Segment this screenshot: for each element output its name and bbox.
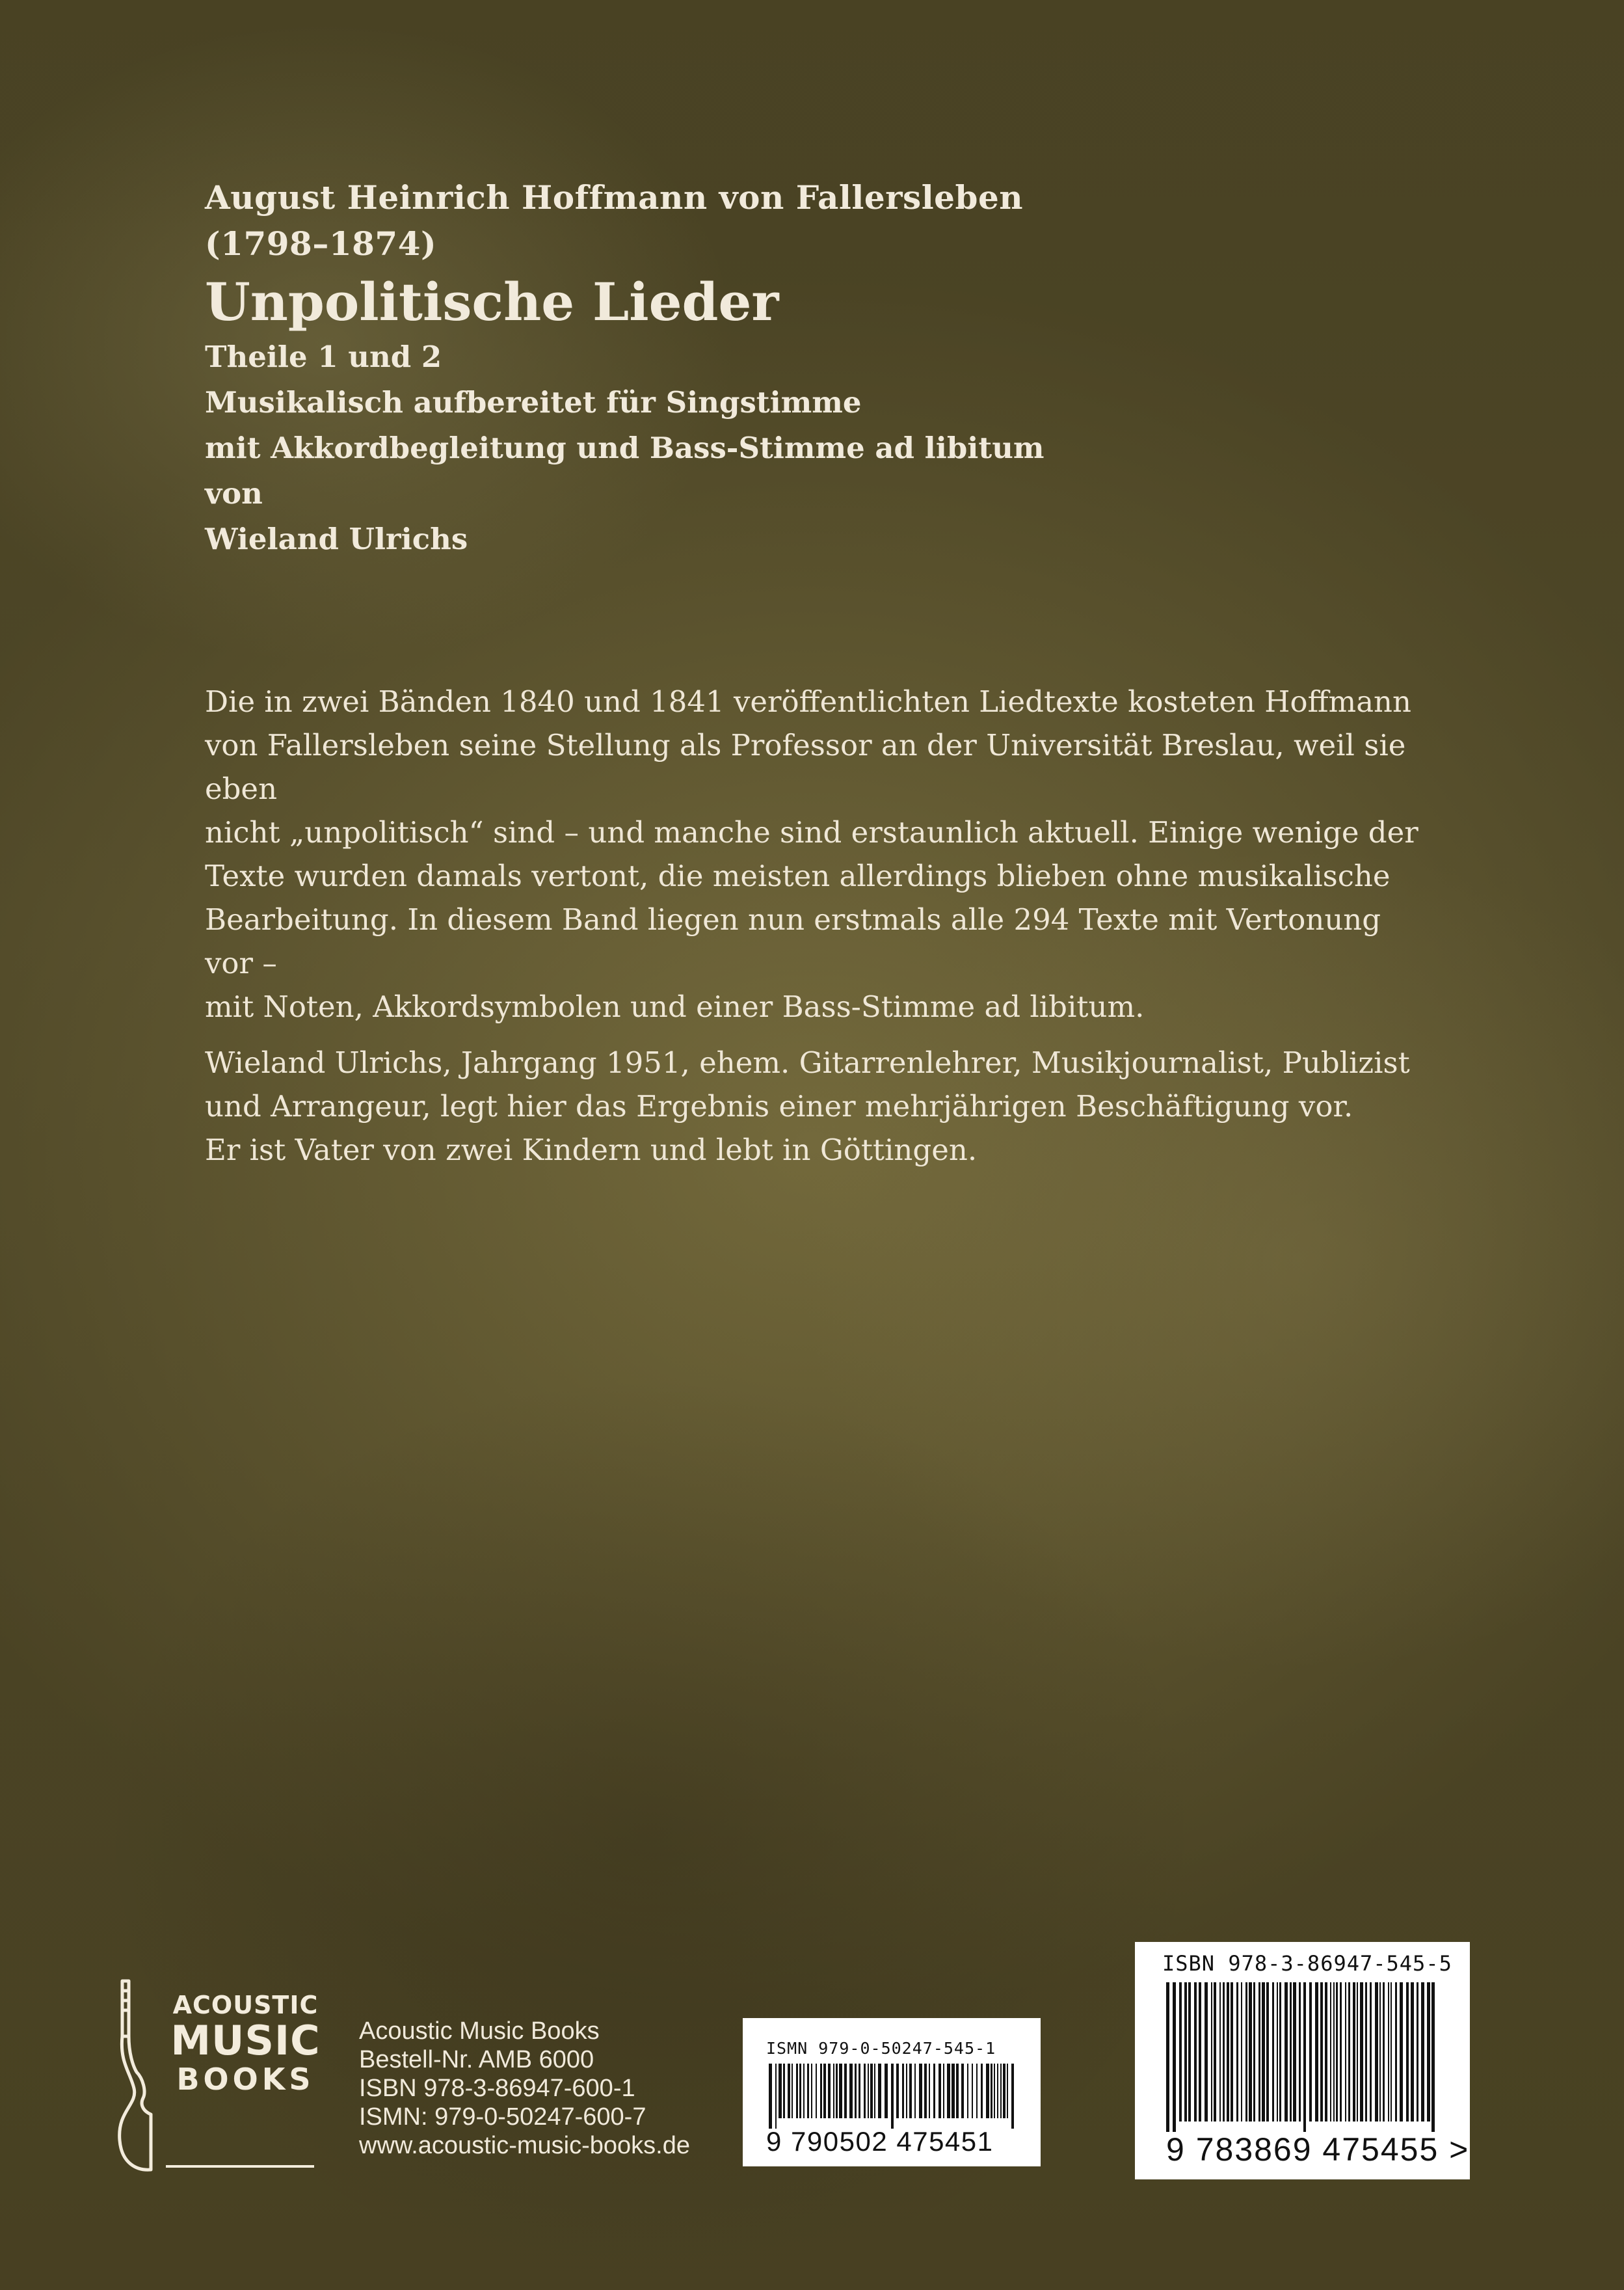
barcode-bar — [1184, 1982, 1187, 2122]
barcode-bar — [1395, 1982, 1397, 2122]
barcode-bar — [938, 2064, 941, 2118]
barcode-bar — [779, 2064, 782, 2118]
barcode-bar — [864, 2064, 866, 2118]
order-number: Bestell-Nr. AMB 6000 — [359, 2046, 594, 2073]
barcode-bar — [1365, 1982, 1367, 2122]
text-line: nicht „unpolitisch“ sind – und manche sind erstaunlich aktuell. Einige wenige der — [205, 815, 1418, 850]
barcode-bar — [1383, 1982, 1385, 2122]
text-line: Bearbeitung. In diesem Band liegen nun erstmals alle 294 Texte mit Vertonung vor – — [205, 902, 1381, 980]
barcode-bar — [986, 2064, 989, 2118]
barcode-bar — [1266, 1982, 1269, 2122]
publisher-info — [359, 2017, 690, 2160]
ismn-barcode — [743, 2018, 1041, 2166]
text-line: Die in zwei Bänden 1840 und 1841 veröffentlichten Liedtexte kosteten Hoffmann — [205, 684, 1412, 719]
author-name: August Heinrich Hoffmann von Fallersleben — [205, 178, 1024, 217]
barcode-bar — [1223, 1982, 1225, 2122]
barcode-bar — [1353, 1982, 1355, 2122]
barcode-bar — [1214, 1982, 1216, 2122]
barcode-bar — [823, 2064, 826, 2118]
barcode-bar — [933, 2064, 935, 2118]
barcode-bar — [1188, 1982, 1191, 2122]
barcode-bar — [1299, 1982, 1301, 2122]
subtitle-line: Musikalisch aufbereitet für Singstimme — [205, 385, 862, 420]
barcode-bar — [1179, 1982, 1182, 2122]
barcode-bar — [967, 2064, 968, 2118]
barcode-label: ISBN 978-3-86947-545-5 — [1162, 1951, 1452, 1976]
arranger-name: Wieland Ulrichs — [205, 522, 468, 556]
barcode-bar — [1241, 1982, 1242, 2122]
barcode-bar — [783, 2064, 785, 2118]
text-line: Wieland Ulrichs, Jahrgang 1951, ehem. Gitarrenlehrer, Musikjournalist, Publizist — [205, 1045, 1410, 1080]
barcode-bar — [1375, 1982, 1378, 2122]
barcode-bar — [1431, 1982, 1435, 2132]
subtitle-line: Theile 1 und 2 — [205, 340, 442, 374]
barcode-bar — [839, 2064, 842, 2118]
barcode-bar — [1279, 1982, 1281, 2122]
barcode-bar — [1293, 1982, 1296, 2122]
barcode-bar — [981, 2064, 983, 2118]
barcode-digits: 9 783869 475455 > — [1166, 2131, 1470, 2168]
publisher-website: www.acoustic-music-books.de — [359, 2132, 690, 2159]
barcode-bar — [1411, 1982, 1414, 2122]
barcode-bar — [1379, 1982, 1381, 2122]
barcode-bar — [1400, 1982, 1403, 2122]
barcode-bar — [1219, 1982, 1221, 2122]
barcode-bar — [1320, 1982, 1323, 2122]
barcode-bar — [796, 2064, 798, 2118]
barcode-bar — [1360, 1982, 1363, 2122]
subtitle-line: von — [205, 476, 263, 511]
text-line: Texte wurden damals vertont, die meisten allerdings blieben ohne musikalische — [205, 859, 1391, 893]
barcode-bar — [929, 2064, 930, 2118]
barcode-bar — [1236, 1982, 1238, 2122]
barcode-bar — [1391, 1982, 1392, 2122]
barcode-bar — [991, 2064, 992, 2118]
barcode-bar — [891, 2064, 894, 2129]
barcode-bar — [868, 2064, 869, 2118]
barcode-bar — [924, 2064, 927, 2118]
barcode-bar — [896, 2064, 899, 2118]
barcode-bar — [956, 2064, 959, 2118]
barcode-bar — [1340, 1982, 1342, 2122]
barcode-bar — [1290, 1982, 1292, 2122]
barcode-bar — [1011, 2064, 1014, 2129]
barcode-bar — [836, 2064, 838, 2118]
barcode-bar — [1253, 1982, 1255, 2122]
barcode-bar — [943, 2064, 944, 2118]
barcode-bar — [775, 2064, 777, 2129]
barcode-bar — [1199, 1982, 1201, 2122]
barcode-bar — [919, 2064, 922, 2118]
barcode-bar — [828, 2064, 831, 2118]
barcode-bar — [833, 2064, 834, 2118]
barcode-bar — [885, 2064, 888, 2118]
barcode-bar — [803, 2064, 805, 2118]
barcode-bar — [952, 2064, 955, 2118]
barcode-bar — [972, 2064, 973, 2118]
barcode-bar — [1406, 1982, 1409, 2122]
barcode-bar — [902, 2064, 904, 2118]
text-line: mit Noten, Akkordsymbolen und einer Bass-Stimme ad libitum. — [205, 990, 1145, 1024]
barcode-bar — [1330, 1982, 1331, 2122]
barcode-bar — [997, 2064, 998, 2118]
barcode-bar — [1194, 1982, 1197, 2122]
barcode-bar — [1325, 1982, 1327, 2122]
text-line: Er ist Vater von zwei Kindern und lebt in Göttingen. — [205, 1133, 978, 1167]
barcode-bar — [909, 2064, 912, 2118]
publisher-logo — [166, 1991, 325, 2096]
barcode-bars — [1166, 1982, 1439, 2138]
barcode-bar — [914, 2064, 916, 2118]
barcode-bar — [1421, 1982, 1424, 2122]
barcode-bar — [816, 2064, 817, 2118]
logo-word: ACOUSTIC — [172, 1991, 319, 2019]
ismn-number: ISMN: 979-0-50247-600-7 — [359, 2103, 646, 2131]
text-line: und Arrangeur, legt hier das Ergebnis einer mehrjährigen Beschäftigung vor. — [205, 1089, 1353, 1124]
barcode-bar — [1227, 1982, 1229, 2122]
barcode-digits: 9 790502 475451 — [766, 2126, 994, 2157]
barcode-bar — [994, 2064, 995, 2118]
barcode-bar — [1370, 1982, 1372, 2122]
barcode-bar — [1211, 1982, 1212, 2122]
barcode-bar — [906, 2064, 907, 2118]
barcode-bar — [1309, 1982, 1312, 2122]
barcode-bar — [1277, 1982, 1278, 2122]
logo-word: BOOKS — [176, 2062, 315, 2097]
book-title: Unpolitische Lieder — [205, 271, 779, 332]
subtitle-line: mit Akkordbegleitung und Bass-Stimme ad libitum — [205, 431, 1045, 465]
barcode-bar — [1388, 1982, 1389, 2122]
barcode-bar — [849, 2064, 853, 2118]
barcode-bar — [792, 2064, 793, 2118]
barcode-bar — [1231, 1982, 1233, 2122]
barcode-bar — [870, 2064, 873, 2118]
barcode-bar — [788, 2064, 790, 2118]
logo-word: MUSIC — [170, 2017, 321, 2064]
barcode-bar — [1272, 1982, 1274, 2122]
barcode-bar — [1249, 1982, 1252, 2122]
barcode-bar — [1262, 1982, 1265, 2122]
barcode-label: ISMN 979-0-50247-545-1 — [766, 2039, 996, 2058]
barcode-bar — [811, 2064, 812, 2118]
barcode-bar — [1336, 1982, 1338, 2122]
author-bio-paragraph — [205, 1041, 1428, 1172]
barcode-bar — [1166, 1982, 1169, 2132]
text-line: von Fallersleben seine Stellung als Professor an der Universität Breslau, weil sie eben — [205, 728, 1406, 806]
barcode-bar — [874, 2064, 875, 2118]
isbn-number: ISBN 978-3-86947-600-1 — [359, 2075, 635, 2102]
logo-rule — [166, 2165, 314, 2168]
barcode-bar — [1315, 1982, 1318, 2122]
barcode-bar — [855, 2064, 857, 2118]
author-dates: (1798–1874) — [205, 224, 437, 263]
barcode-bar — [1245, 1982, 1247, 2122]
publisher-name: Acoustic Music Books — [359, 2017, 600, 2045]
barcode-bar — [820, 2064, 822, 2118]
barcode-bar — [1427, 1982, 1430, 2122]
barcode-bar — [976, 2064, 978, 2118]
barcode-bar — [844, 2064, 847, 2118]
barcode-bar — [878, 2064, 881, 2118]
barcode-bar — [799, 2064, 801, 2118]
isbn-barcode — [1135, 1942, 1470, 2179]
barcode-bar — [1357, 1982, 1358, 2122]
barcode-bar — [1285, 1982, 1288, 2122]
barcode-bar — [1303, 1982, 1306, 2132]
barcode-bar — [961, 2064, 964, 2118]
barcode-bar — [1345, 1982, 1346, 2122]
title-block — [205, 174, 1441, 562]
barcode-bar — [859, 2064, 860, 2118]
barcode-bar — [947, 2064, 950, 2118]
barcode-bars — [769, 2064, 1016, 2135]
barcode-bar — [1205, 1982, 1208, 2122]
barcode-bar — [1258, 1982, 1260, 2122]
barcode-bar — [1348, 1982, 1350, 2122]
barcode-bar — [807, 2064, 809, 2118]
description-paragraph — [205, 680, 1428, 1029]
barcode-bar — [1333, 1982, 1335, 2122]
barcode-bar — [1003, 2064, 1005, 2118]
barcode-bar — [1007, 2064, 1008, 2118]
barcode-bar — [1417, 1982, 1418, 2122]
barcode-bar — [1000, 2064, 1002, 2118]
barcode-bar — [1173, 1982, 1176, 2132]
barcode-bar — [769, 2064, 772, 2129]
